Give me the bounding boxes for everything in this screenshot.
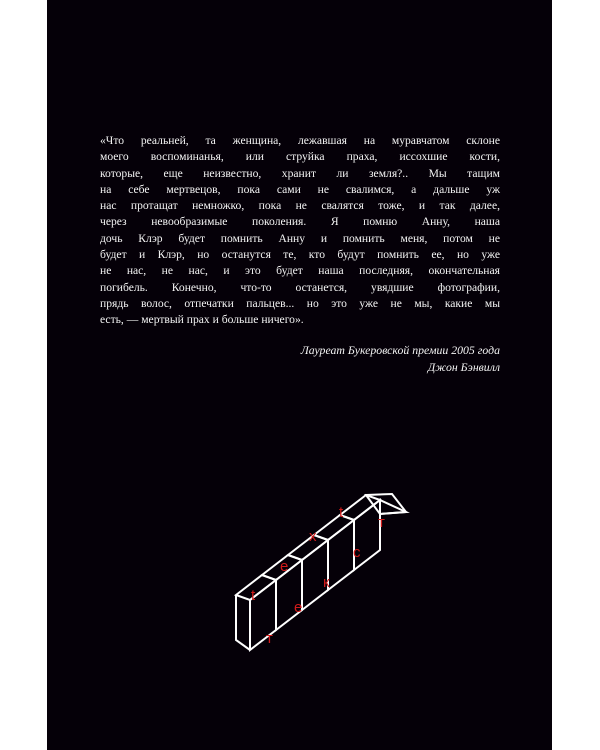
logo-letter: e xyxy=(280,558,289,575)
quote-line: «Что реальней, та женщина, лежавшая на муравчатом склоне xyxy=(100,134,500,147)
quote-line: дочь Клэр будет помнить Анну и помнить меня, потом не xyxy=(100,231,500,245)
quote-line: нас протащат немножко, пока не свалятся тоже, и так далее, xyxy=(100,199,500,213)
logo-letter: x xyxy=(309,528,317,545)
logo-letter: t xyxy=(251,587,256,604)
author-attribution xyxy=(100,342,500,376)
logo-letter: т xyxy=(378,514,385,531)
quote-line: которые, еще неизвестно, хранит ли земля?.. Мы тащим xyxy=(100,166,500,180)
logo-letter: t xyxy=(339,504,344,521)
quote-line: будет и Клэр, но останутся те, кто будут помнить ее, но уже xyxy=(100,248,500,262)
logo-letter: c xyxy=(353,544,361,561)
logo-letter: e xyxy=(294,599,303,616)
quote-line: не нас, не нас, и это будет наша последняя, окончательная xyxy=(100,264,500,278)
quote-block xyxy=(100,133,500,329)
quote-line: моего воспоминанья, или струйка праха, иссохшие кости, xyxy=(100,150,500,164)
quote-line: на себе мертвецов, пока сами не свалимся, а дальше уж xyxy=(100,182,500,196)
quote-line: через невообразимые поколения. Я помню Анну, наша xyxy=(100,215,500,229)
logo-letter: к xyxy=(323,574,330,591)
author-name: Джон Бэнвилл xyxy=(427,360,500,374)
logo-letter: т xyxy=(266,630,273,647)
quote-line: прядь волос, отпечатки пальцев... но это уже не мы, какие мы xyxy=(100,296,500,310)
award-line: Лауреат Букеровской премии 2005 года xyxy=(300,343,500,357)
quote-line: погибель. Конечно, что-то останется, увядшие фотографии, xyxy=(100,280,500,294)
quote-line: есть, — мертвый прах и больше ничего». xyxy=(100,313,304,327)
